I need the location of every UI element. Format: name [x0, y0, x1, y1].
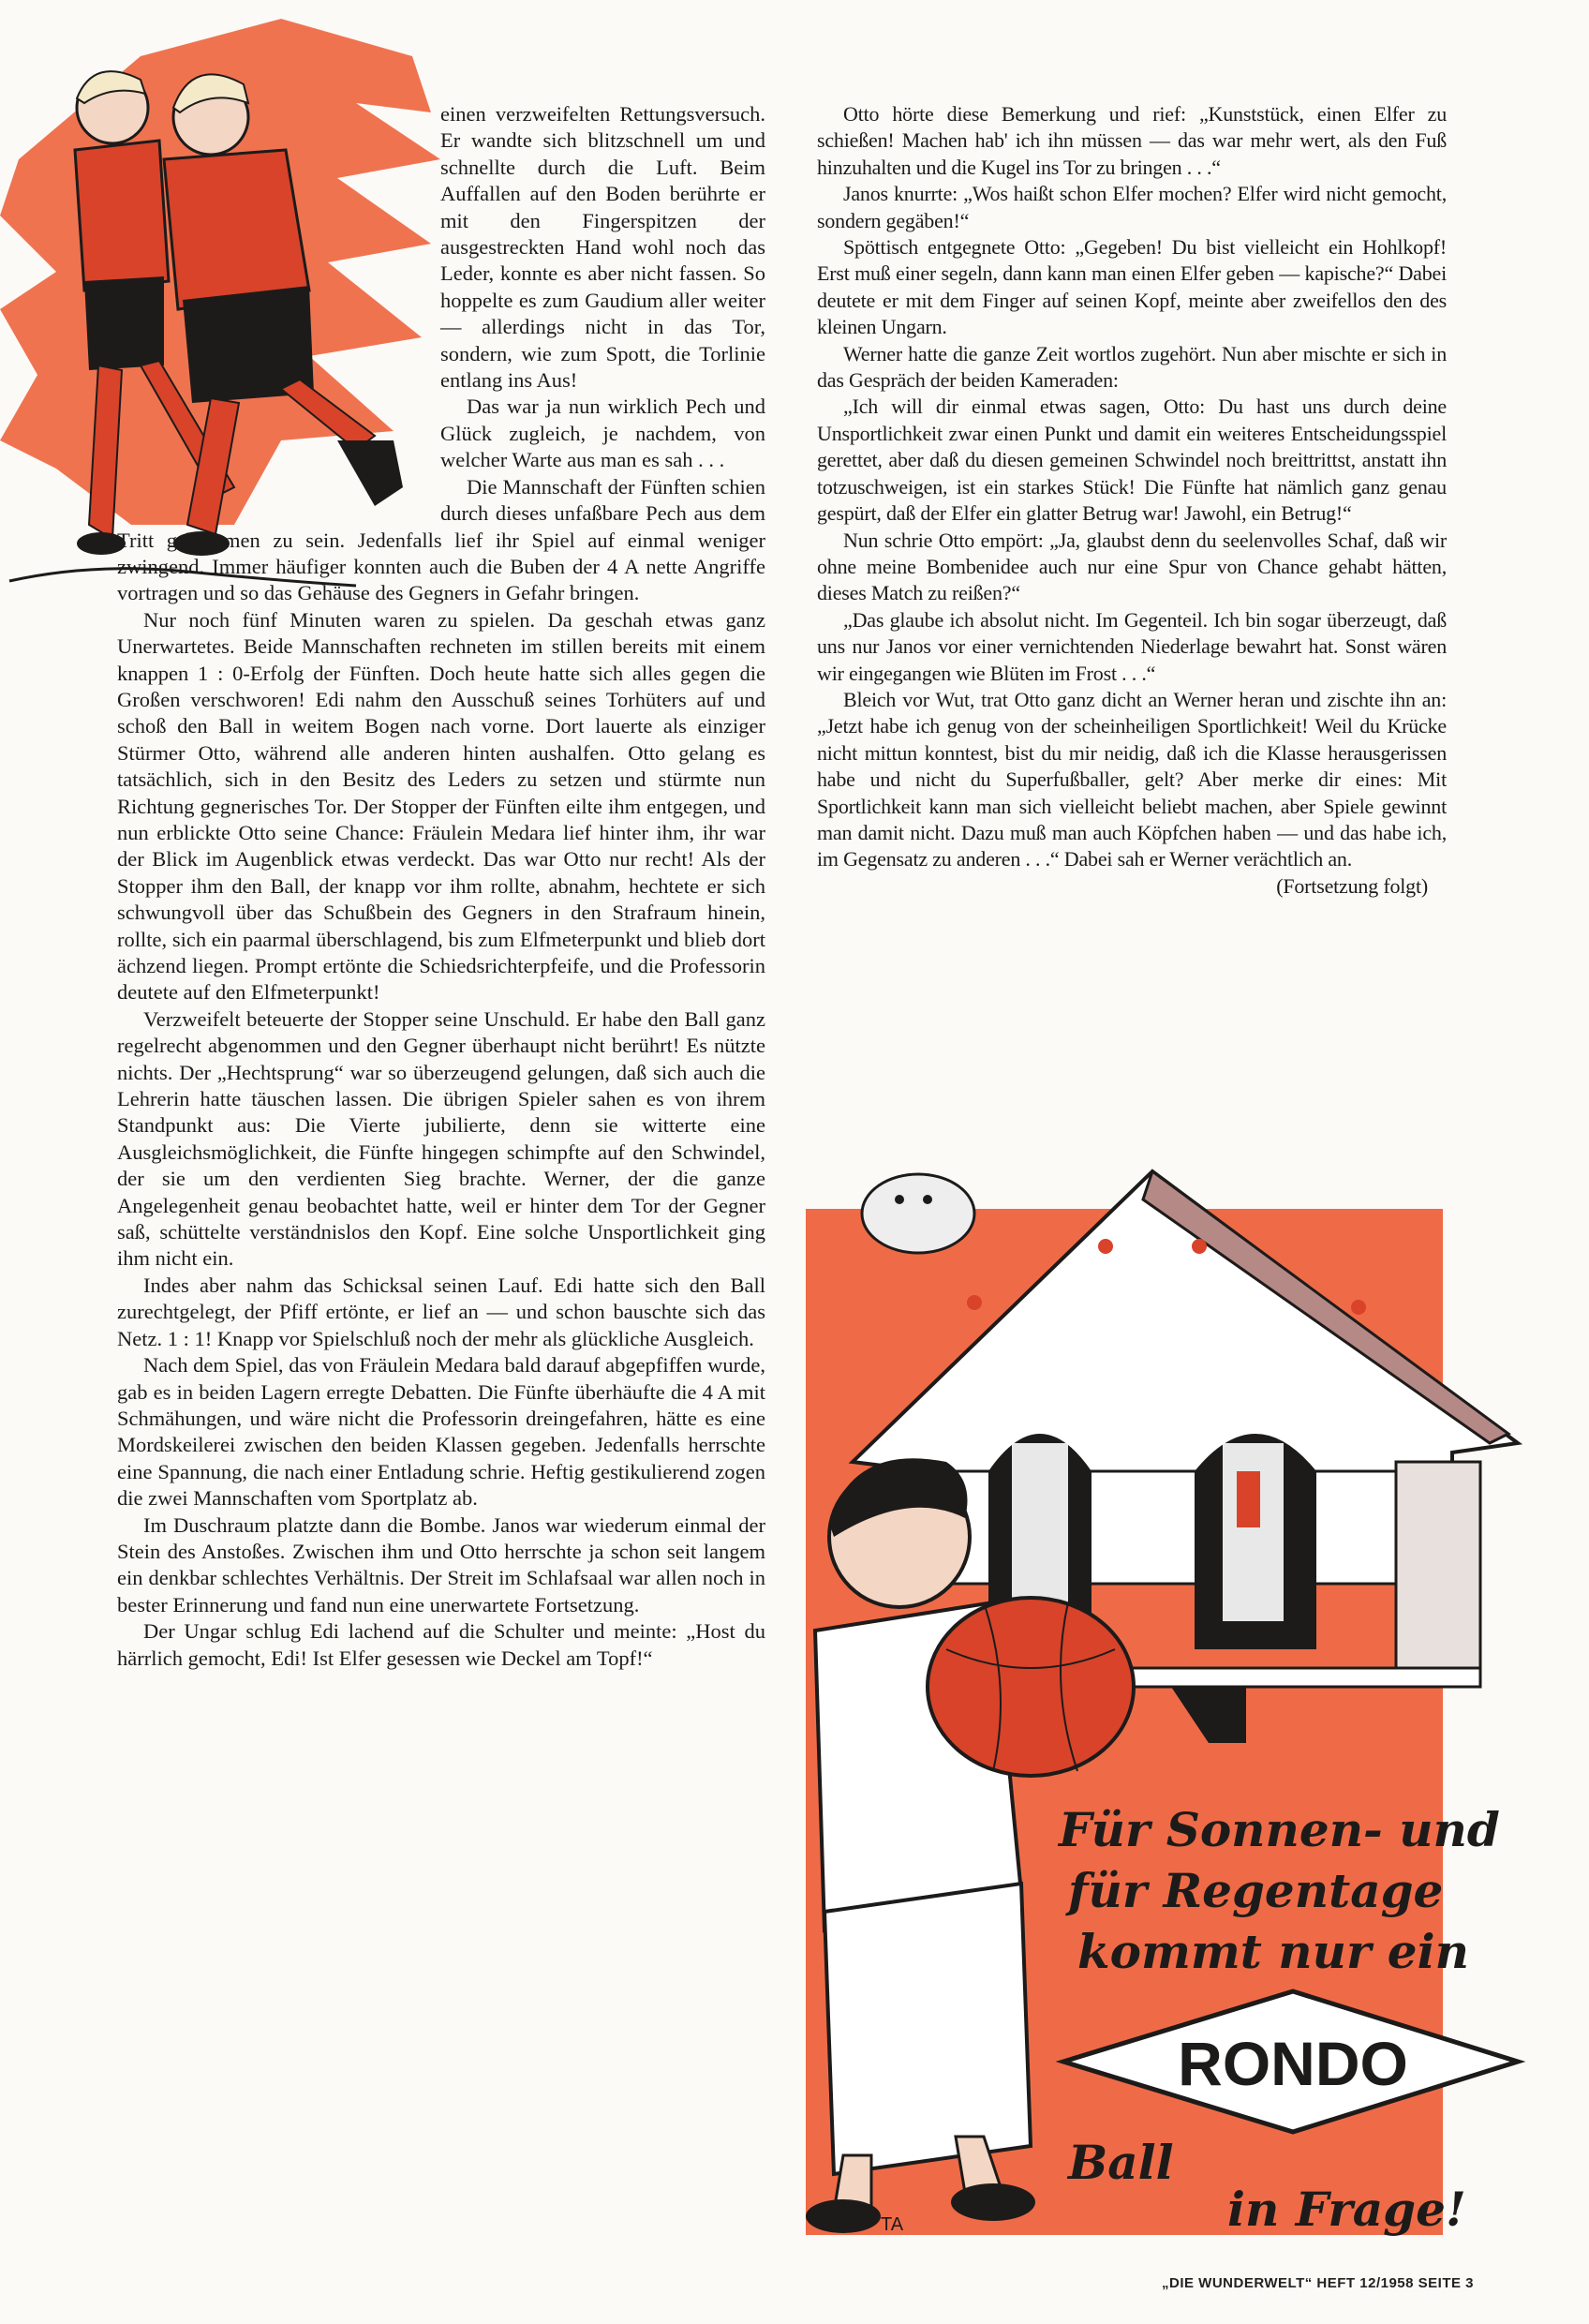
artist-signature: TA: [881, 2214, 904, 2235]
page-footer: „DIE WUNDERWELT“ HEFT 12/1958 SEITE 3: [1162, 2275, 1475, 2291]
ad-artwork: [796, 1162, 1555, 2240]
paragraph: Nur noch fünf Minuten waren zu spielen. Da geschah etwas ganz Unerwartetes. Beide Mannschaften rechneten im stillen bereits mit einem knappen 1 : 0-Erfolg der Fünften. Doch heute hatte sich alles gegen die Großen verschworen! Edi nahm den Ausschuß seines Torhüters auf und schoß den Ball in weitem Bogen nach vorne. Dort lauerte als einziger Stürmer Otto, während alle anderen hinten aushalfen. Otto gelang es tatsächlich, sich in den Besitz des Leders zu setzen und stürmte nun Richtung gegnerisches Tor. Der Stopper der Fünften eilte ihm entgegen, und nun erblickte Otto seine Chance: Fräulein Medara lief hinter ihm, ihr war der Blick im Augenblick etwas verdeckt. Das war Otto nur recht! Als der Stopper ihm den Ball, der knapp vor ihm rollte, abnahm, hechtete er sich schwungvoll über das Schußbein des Gegners in den Strafraum hinein, rollte, sich ein paarmal überschlagend, bis zum Elfmeterpunkt und blieb dort ächzend liegen. Prompt ertönte die Schiedsrichterpfeife, und die Professorin deutete auf den Elfmeterpunkt!: [117, 607, 765, 1005]
paragraph: Die Mannschaft der Fünften schien durch dieses unfaßbare Pech aus dem Tritt gekommen zu sein. Jedenfalls lief ihr Spiel auf einmal weniger zwingend. Immer häufiger konnten auch die Buben der 4 A nette Angriffe vortragen und so das Gehäuse des Gegners in Gefahr bringen.: [117, 474, 765, 605]
to-be-continued: (Fortsetzung folgt): [1276, 873, 1428, 898]
paragraph: Janos knurrte: „Wos haißt schon Elfer mochen? Elfer wird nicht gemocht, sondern gegäben!“: [817, 182, 1447, 232]
paragraph: Verzweifelt beteuerte der Stopper seine Unschuld. Er habe den Ball ganz regelrecht abgenommen und den Gegner überhaupt nicht berührt! Es nützte nichts. Der „Hechtsprung“ war so überzeugend gelungen, daß sich auch die Lehrerin hatte täuschen lassen. Die übrigen Spieler sahen es von ihrem Standpunkt aus: Die Vierte jubilierte, denn sie witterte eine Ausgleichsmöglichkeit, die Fünfte hingegen schimpfte auf den Schwindel, der sie um den verdienten Sieg brachte. Werner, der die ganze Angelegenheit genau beobachtet hatte, weil er hinter dem Tor der Gegner saß, schüttelte verständnislos den Kopf. Eine solche Unsportlichkeit ging ihm nicht ein.: [117, 1006, 765, 1271]
rondo-ball-advertisement: [796, 1162, 1555, 2240]
paragraph: Werner hatte die ganze Zeit wortlos zugehört. Nun aber mischte er sich in das Gespräch der beiden Kameraden:: [817, 341, 1447, 393]
story-left-column: [117, 101, 765, 1672]
slogan-line-2: für Regentage: [1068, 1863, 1444, 1918]
paragraph: Indes aber nahm das Schicksal seinen Lauf. Edi hatte sich den Ball zurechtgelegt, der Pfiff ertönte, er lief an — und schon bauschte sich das Netz. 1 : 1! Knapp vor Spielschluß noch der mehr als glückliche Ausgleich.: [117, 1273, 765, 1350]
paragraph: Nach dem Spiel, das von Fräulein Medara bald darauf abgepfiffen wurde, gab es in beiden Lagern erregte Debatten. Die Fünfte überhäufte die 4 A mit Schmähungen, und wäre nicht die Professorin dreingefahren, hätte es eine Mordskeilerei zwischen den beiden Klassen gegeben. Jedenfalls herrschte eine Spannung, die nach einer Entladung schrie. Heftig gestikulierend zogen die zwei Mannschaften vom Sportplatz ab.: [117, 1353, 765, 1511]
paragraph: Im Duschraum platzte dann die Bombe. Janos war wiederum einmal der Stein des Anstoßes. Zwischen ihm und Otto herrschte ja schon seit langem ein denkbar schlechtes Verhältnis. Der Streit im Schlafsaal war allen noch in bester Erinnerung und fand nun eine unerwartete Fortsetzung.: [117, 1512, 765, 1616]
paragraph: Der Ungar schlug Edi lachend auf die Schulter und meinte: „Host du härrlich gemocht, Edi! Ist Elfer gesessen wie Deckel am Topf!“: [117, 1619, 765, 1670]
paragraph: einen verzweifelten Rettungsversuch. Er wandte sich blitzschnell um und schnellte durch die Luft. Beim Auffallen auf den Boden berührte er mit den Fingerspitzen der ausgestreckten Hand wohl noch das Leder, konnte es aber nicht fassen. So hoppelte es zum Gaudium aller weiter — allerdings nicht in das Tor, sondern, wie zum Spott, die Torlinie entlang ins Aus!: [440, 102, 765, 393]
paragraph: Otto hörte diese Bemerkung und rief: „Kunststück, einen Elfer zu schießen! Machen hab' ich ihn müssen — das war mehr wert, als den Fuß hinzuhalten und die Kugel ins Tor zu bringen . . .“: [817, 102, 1447, 179]
runners-illustration: [0, 0, 440, 520]
paragraph: Bleich vor Wut, trat Otto ganz dicht an Werner heran und zischte ihn an: „Jetzt habe ich genug von der scheinheiligen Sportlichkeit! Weil du Krücke nicht mittun konntest, bist du mir neidig, daß ich die Klasse herausgerissen habe und nicht du Superfußballer, gelt? Aber merke dir eines: Mit Sportlichkeit kann man sich vielleicht beliebt machen, aber Spiele gewinnt man damit nicht. Dazu muß man auch Köpfchen haben — und das habe ich, im Gegensatz zu anderen . . .“ Dabei sah er Werner verächtlich an.: [817, 687, 1447, 872]
slogan-line-1: Für Sonnen- und: [1059, 1802, 1500, 1857]
story-right-column: [817, 101, 1447, 900]
paragraph: „Ich will dir einmal etwas sagen, Otto: Du hast uns durch deine Unsportlichkeit zwar einen Punkt und damit ein weiteres Entscheidungsspiel gerettet, aber daß du diesen gemeinen Schwindel noch breittrittst, anstatt ihn totzuschweigen, ist ein starkes Stück! Die Fünfte hat nämlich ganz genau gespürt, daß der Elfer ein glatter Betrug war! Jawohl, ein Betrug!“: [817, 395, 1447, 526]
closing-line-1: Ball: [1068, 2135, 1174, 2190]
paragraph: „Das glaube ich absolut nicht. Im Gegenteil. Ich bin sogar überzeugt, daß uns nur Janos vor einer vernichtenden Niederlage bewahrt hat. Sonst wären wir eingegangen wie Blüten im Frost . . .“: [817, 607, 1447, 685]
paragraph: Das war ja nun wirklich Pech und Glück zugleich, je nachdem, von welcher Warte aus man es sah . . .: [440, 395, 765, 472]
brand-logo: RONDO: [1178, 2029, 1408, 2098]
paragraph: Nun schrie Otto empört: „Ja, glaubst denn du seelenvolles Schaf, daß wir ohne meine Bombenidee auch nur eine Spur von Chance gehabt hätten, dieses Match zu reißen?“: [817, 528, 1447, 605]
closing-line-2: in Frage!: [1227, 2182, 1466, 2237]
paragraph: Spöttisch entgegnete Otto: „Gegeben! Du bist vielleicht ein Hohlkopf! Erst muß einer segeln, dann kann man einen Elfer geben — kapische?“ Dabei deutete er mit dem Finger auf seinen Kopf, meinte aber zweifellos den des kleinen Ungarn.: [817, 235, 1447, 339]
slogan-line-3: kommt nur ein: [1077, 1924, 1469, 1979]
two-football-players-icon: [0, 0, 440, 609]
